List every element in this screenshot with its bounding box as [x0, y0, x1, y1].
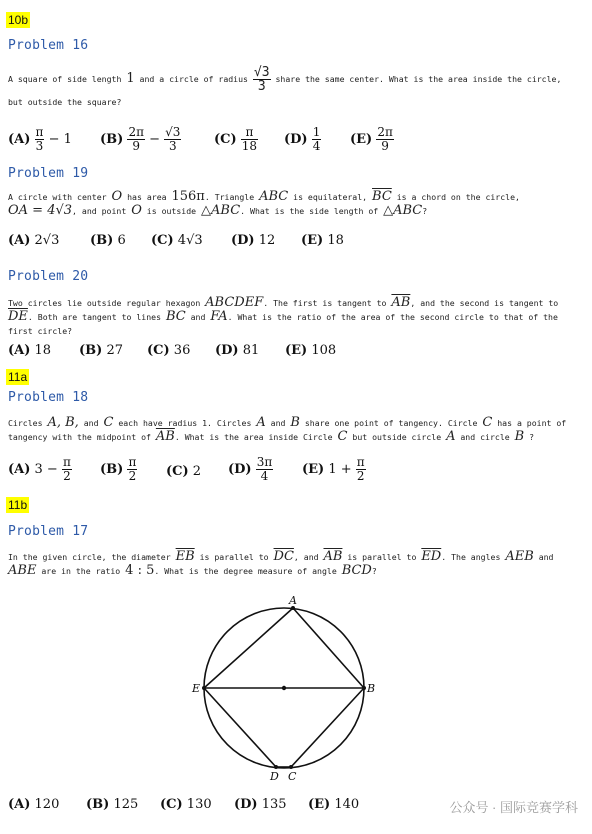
section-tag-11a: 11a	[8, 370, 28, 384]
segment-ea	[204, 608, 293, 688]
problem-19-title: Problem 19	[8, 166, 89, 181]
problem-20-choices: (A) 18 (B) 27 (C) 36 (D) 81 (E) 108	[8, 343, 337, 358]
point-b	[362, 686, 366, 690]
center-point	[282, 686, 286, 690]
point-c	[289, 765, 293, 769]
problem-17-choices: (A) 120 (B) 125 (C) 130 (D) 135 (E) 140	[8, 797, 360, 812]
problem-16-text: A square of side length 1 and a circle of radius $\frac{√3}{3}$ share the same center. What is the area inside the circle, but outside the square?	[8, 65, 562, 107]
problem-20-title: Problem 20	[8, 269, 89, 284]
section-tag-11b: 11b	[8, 498, 28, 512]
watermark: 公众号 · 国际竞赛学科	[449, 800, 578, 815]
circle-figure	[190, 592, 390, 788]
label-d: D	[270, 770, 279, 783]
point-e	[202, 686, 206, 690]
section-tag-10b: 10b	[8, 13, 29, 27]
problem-19-choices: (A) 2√3 (B) 6 (C) 4√3 (D) 12 (E) 18	[8, 233, 344, 248]
problem-19-text: A circle with center O has area 156π. Triangle ABC is equilateral, $\overline{BC}$ is a chord on the circle, OA = 4√3, and point O is outside △ABC. What is the side length of △ABC?	[8, 189, 520, 218]
problem-18-text: Circles A, B, and C each have radius 1. Circles A and B share one point of tangency. Circle C has a point of tangency with the midpoint of $\overline{AB}$. What is the area inside Circle C but outside circle A and circle B ?	[8, 415, 567, 444]
problem-20-text: Two circles lie outside regular hexagon ABCDEF. The first is tangent to $\overline{AB}$, and the second is tangent to $\overline{DE}$. Both are tangent to lines BC and FA. What is the ratio of the area of the second circle to that of the first circle?	[8, 295, 559, 336]
label-a: A	[289, 594, 297, 607]
problem-17-text: In the given circle, the diameter $\overline{EB}$ is parallel to $\overline{DC}$, and $\overline{AB}$ is parallel to $\overline{ED}$. The angles AEB and ABE are in the ratio 4 : 5. What is the degree measure of angle BCD?	[8, 549, 554, 578]
problem-18-title: Problem 18	[8, 390, 89, 405]
problem-17-title: Problem 17	[8, 524, 89, 539]
problem-16-choices: (A) $\frac{\pi}{3}$ − 1 (B) $\frac{2\pi}{9}$ − $\frac{√3}{3}$ (C) $\frac{\pi}{18}$ (D) $\frac{1}{4}$ (E) $\frac{2\pi}{9}$	[8, 125, 393, 153]
label-b: B	[367, 682, 376, 695]
point-d	[274, 765, 278, 769]
problem-16-title: Problem 16	[8, 38, 89, 53]
problem-18-choices: (A) 3 − $\frac{\pi}{2}$ (B) $\frac{\pi}{2}$ (C) 2 (D) $\frac{3\pi}{4}$ (E) 1 + $\frac{\pi}{2}$	[8, 455, 365, 483]
label-e: E	[192, 682, 201, 695]
label-c: C	[288, 770, 297, 783]
